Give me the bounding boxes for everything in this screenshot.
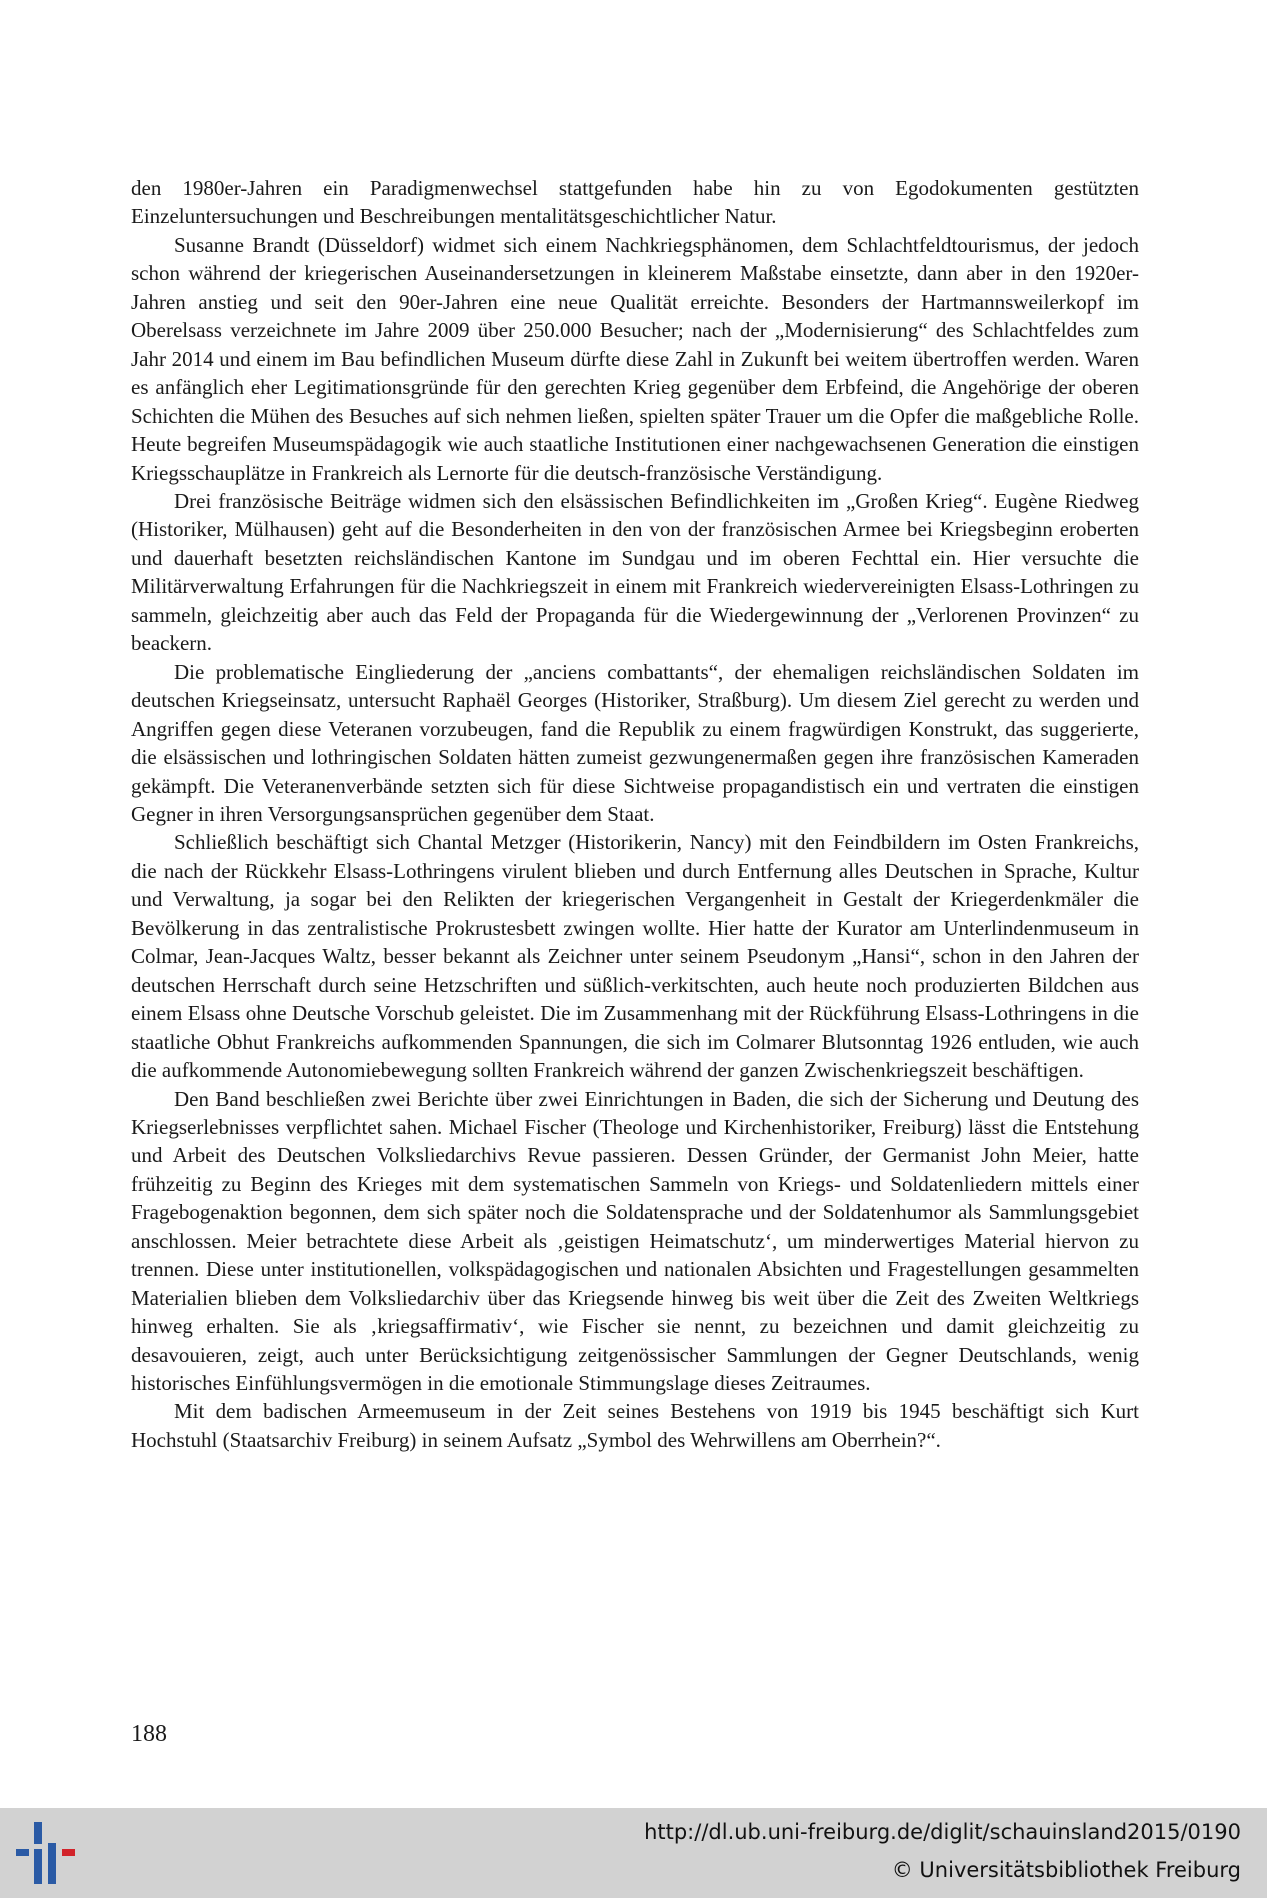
paragraph: Mit dem badischen Armeemuseum in der Zeit seines Bestehens von 1919 bis 1945 beschäftigt sich Kurt Hochstuhl (Staatsarchiv Freiburg) in seinem Aufsatz „Symbol des Wehrwillens am Oberrhein?“. bbox=[131, 1399, 1139, 1452]
paragraph: Die problematische Eingliederung der „anciens combattants“, der ehemaligen reichsländischen Soldaten im deutschen Kriegseinsatz, untersucht Raphaël Georges (Historiker, Straßburg). Um diesem Ziel gerecht zu werden und Angriffen gegen diese Veteranen vorzubeugen, fand die Republik zu einem fragwürdigen Konstrukt, das suggerierte, die elsässischen und lothringischen Soldaten hätten zumeist gezwungenermaßen gegen ihre französischen Kameraden gekämpft. Die Veteranenverbände setzten sich für diese Sichtweise propagandistisch ein und vertraten die einstigen Gegner in ihren Versorgungsansprüchen gegenüber dem Staat. bbox=[131, 659, 1139, 826]
source-url-link[interactable]: http://dl.ub.uni-freiburg.de/diglit/schauinsland2015/0190 bbox=[644, 1820, 1241, 1844]
footer-bar bbox=[0, 1808, 1267, 1898]
copyright-notice: © Universitätsbibliothek Freiburg bbox=[891, 1858, 1241, 1882]
ub-freiburg-logo-icon[interactable] bbox=[14, 1822, 78, 1884]
body-text bbox=[131, 174, 1139, 1454]
page-number: 188 bbox=[131, 1721, 167, 1747]
paragraph: den 1980er-Jahren ein Paradigmenwechsel stattgefunden habe hin zu von Egodokumenten gestützten Einzeluntersuchungen und Beschreibungen mentalitätsgeschichtlicher Natur. bbox=[131, 176, 1139, 229]
paragraph: Susanne Brandt (Düsseldorf) widmet sich einem Nachkriegsphänomen, dem Schlachtfeldtourismus, der jedoch schon während der kriegerischen Auseinandersetzungen in kleinerem Maßstabe einsetzte, dann aber in den 1920er-Jahren anstieg und seit den 90er-Jahren eine neue Qualität erreichte. Besonders der Hartmannsweilerkopf im Oberelsass verzeichnete im Jahre 2009 über 250.000 Besucher; nach der „Modernisierung“ des Schlachtfeldes zum Jahr 2014 und einem im Bau befindlichen Museum dürfte diese Zahl in Zukunft bei weitem übertroffen werden. Waren es anfänglich eher Legitimationsgründe für den gerechten Krieg gegenüber dem Erbfeind, die Angehörige der oberen Schichten die Mühen des Besuches auf sich nehmen ließen, spielten später Trauer um die Opfer die maßgebliche Rolle. Heute begreifen Museumspädagogik wie auch staatliche Institutionen einer nachgewachsenen Generation die einstigen Kriegsschauplätze in Frankreich als Lernorte für die deutsch-französische Verständigung. bbox=[131, 232, 1139, 485]
paragraph: Den Band beschließen zwei Berichte über zwei Einrichtungen in Baden, die sich der Sicherung und Deutung des Kriegserlebnisses verpflichtet sahen. Michael Fischer (Theologe und Kirchenhistoriker, Freiburg) lässt die Entstehung und Arbeit des Deutschen Volksliedarchivs Revue passieren. Dessen Gründer, der Germanist John Meier, hatte frühzeitig zu Beginn des Krieges mit dem systematischen Sammeln von Kriegs- und Soldatenliedern mittels einer Fragebogenaktion begonnen, dem sich später noch die Soldatensprache und der Soldatenhumor als Sammlungsgebiet anschlossen. Meier betrachtete diese Arbeit als ‚geistigen Heimatschutz‘, um minderwertiges Material hiervon zu trennen. Diese unter institutionellen, volkspädagogischen und nationalen Absichten und Fragestellungen gesammelten Materialien blieben dem Volksliedarchiv über das Kriegsende hinweg bis weit über die Zeit des Zweiten Weltkriegs hinweg erhalten. Sie als ‚kriegsaffirmativ‘, wie Fischer sie nennt, zu bezeichnen und damit gleichzeitig zu desavouieren, zeigt, auch unter Berücksichtigung zeitgenössischer Sammlungen der Gegner Deutschlands, wenig historisches Einfühlungsvermögen in die emotionale Stimmungslage dieses Zeitraumes. bbox=[131, 1086, 1139, 1396]
paragraph: Schließlich beschäftigt sich Chantal Metzger (Historikerin, Nancy) mit den Feindbildern im Osten Frankreichs, die nach der Rückkehr Elsass-Lothringens virulent blieben und durch Entfernung alles Deutschen in Sprache, Kultur und Verwaltung, ja sogar bei den Relikten der kriegerischen Vergangenheit in Gestalt der Kriegerdenkmäler die Bevölkerung in das zentralistische Prokrustesbett zwingen wollte. Hier hatte der Kurator am Unterlindenmuseum in Colmar, Jean-Jacques Waltz, besser bekannt als Zeichner unter seinem Pseudonym „Hansi“, schon in den Jahren der deutschen Herrschaft durch seine Hetzschriften und süßlich-verkitschten, auch heute noch produzierten Bildchen aus einem Elsass ohne Deutsche Vorschub geleistet. Die im Zusammenhang mit der Rückführung Elsass-Lothringens in die staatliche Obhut Frankreichs aufkommenden Spannungen, die sich im Colmarer Blutsonntag 1926 entluden, wie auch die aufkommende Autonomiebewegung sollten Frankreich während der ganzen Zwischenkriegszeit beschäftigen. bbox=[131, 830, 1139, 1083]
paragraph: Drei französische Beiträge widmen sich den elsässischen Befindlichkeiten im „Großen Krieg“. Eugène Riedweg (Historiker, Mülhausen) geht auf die Besonderheiten in den von der französischen Armee bei Kriegsbeginn eroberten und dauerhaft besetzten reichsländischen Kantone im Sundgau und im oberen Fechttal ein. Hier versuchte die Militärverwaltung Erfahrungen für die Nachkriegszeit in einem mit Frankreich wiedervereinigten Elsass-Lothringen zu sammeln, gleichzeitig aber auch das Feld der Propaganda für die Wiedergewinnung der „Verlorenen Provinzen“ zu beackern. bbox=[131, 488, 1139, 656]
